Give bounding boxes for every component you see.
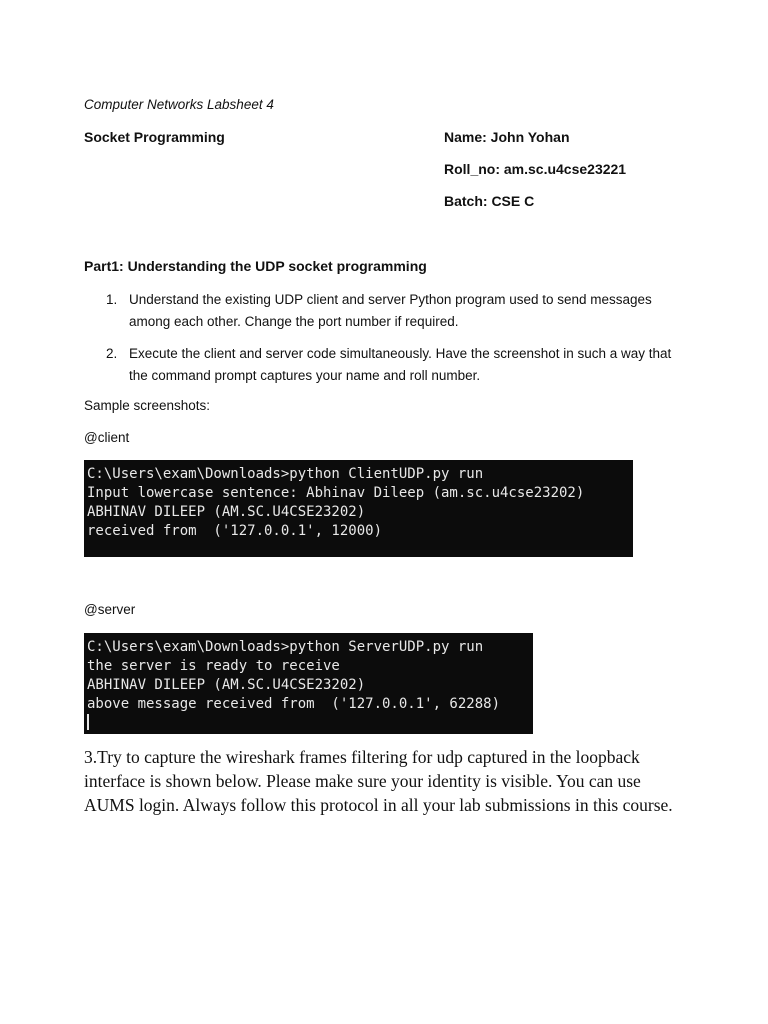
terminal-line: C:\Users\exam\Downloads>python ServerUDP.py run — [87, 639, 484, 655]
terminal-line: above message received from ('127.0.0.1', 62288) — [87, 696, 501, 712]
client-terminal-screenshot — [84, 460, 633, 557]
task-list — [84, 289, 684, 397]
terminal-line: C:\Users\exam\Downloads>python ClientUDP.py run — [87, 466, 484, 482]
student-roll-number: Roll_no: am.sc.u4cse23221 — [444, 161, 627, 177]
terminal-line: ABHINAV DILEEP (AM.SC.U4CSE23202) — [87, 677, 366, 693]
student-name: Name: John Yohan — [444, 129, 570, 145]
task-item — [84, 289, 684, 333]
terminal-cursor-line — [87, 714, 533, 733]
server-label: @server — [84, 602, 136, 617]
student-batch: Batch: CSE C — [444, 193, 535, 209]
task-number: 2. — [106, 346, 118, 361]
document-title: Computer Networks Labsheet 4 — [84, 97, 274, 112]
task-number: 1. — [106, 292, 118, 307]
terminal-line: the server is ready to receive — [87, 658, 340, 674]
terminal-line: received from ('127.0.0.1', 12000) — [87, 523, 383, 539]
task-text: Understand the existing UDP client and server Python program used to send messages among each other. Change the port number if required. — [129, 292, 652, 329]
sample-screenshots-label: Sample screenshots: — [84, 398, 211, 413]
task-item — [84, 343, 684, 387]
task-3-paragraph: 3.Try to capture the wireshark frames filtering for udp captured in the loopback interface is shown below. Please make sure your identity is visible. You can use AUMS login. Always follow this protocol in all your lab submissions in this course. — [84, 747, 673, 815]
terminal-cursor — [87, 714, 89, 730]
topic-heading: Socket Programming — [84, 129, 225, 145]
terminal-line: Input lowercase sentence: Abhinav Dileep (am.sc.u4cse23202) — [87, 485, 585, 501]
client-label: @client — [84, 430, 130, 445]
task-text: Execute the client and server code simultaneously. Have the screenshot in such a way that the command prompt captures your name and roll number. — [129, 346, 672, 383]
part1-heading: Part1: Understanding the UDP socket programming — [84, 258, 427, 274]
terminal-line: ABHINAV DILEEP (AM.SC.U4CSE23202) — [87, 504, 366, 520]
server-terminal-screenshot — [84, 633, 533, 734]
